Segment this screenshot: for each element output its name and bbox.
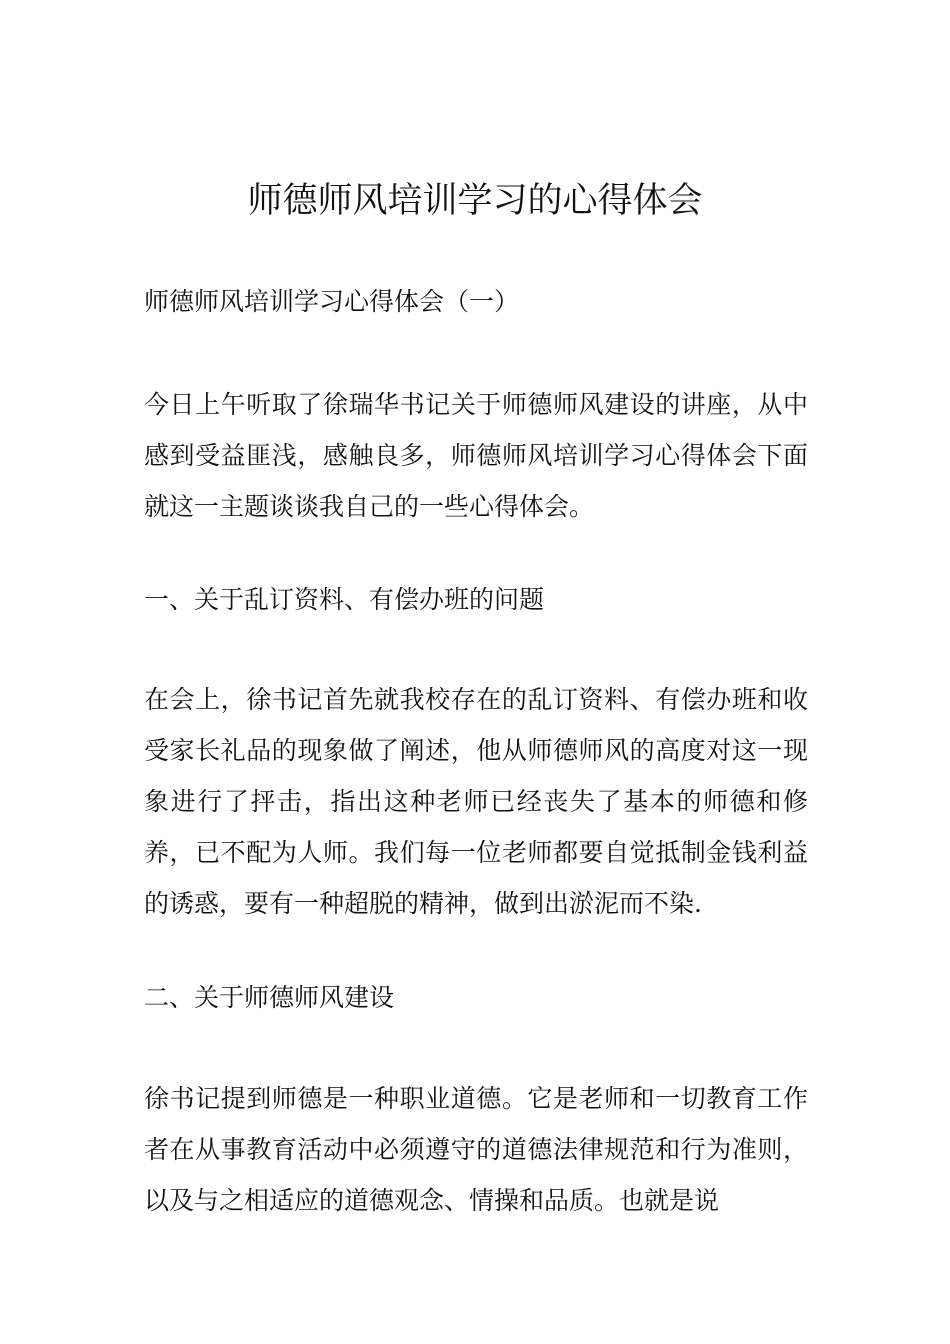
paragraph-section-2: 徐书记提到师德是一种职业道德。它是老师和一切教育工作者在从事教育活动中必须遵守的道德法律规范和行为准则，以及与之相适应的道德观念、情操和品质。也就是说 [144,1084,808,1215]
paragraph-section-1: 在会上，徐书记首先就我校存在的乱订资料、有偿办班和收受家长礼品的现象做了阐述，他从师德师风的高度对这一现象进行了抨击，指出这种老师已经丧失了基本的师德和修养，已不配为人师。我们每一位老师都要自觉抵制金钱利益的诱惑，要有一种超脱的精神，做到出淤泥而不染. [144,685,808,918]
document-subtitle: 师德师风培训学习心得体会（一） [144,287,520,316]
section-heading-2: 二、关于师德师风建设 [144,983,395,1012]
section-heading-1: 一、关于乱订资料、有偿办班的问题 [144,585,545,614]
document-title: 师德师风培训学习的心得体会 [247,181,703,221]
paragraph-intro: 今日上午听取了徐瑞华书记关于师德师风建设的讲座，从中感到受益匪浅，感触良多，师德师风培训学习心得体会下面就这一主题谈谈我自己的一些心得体会。 [144,390,808,521]
